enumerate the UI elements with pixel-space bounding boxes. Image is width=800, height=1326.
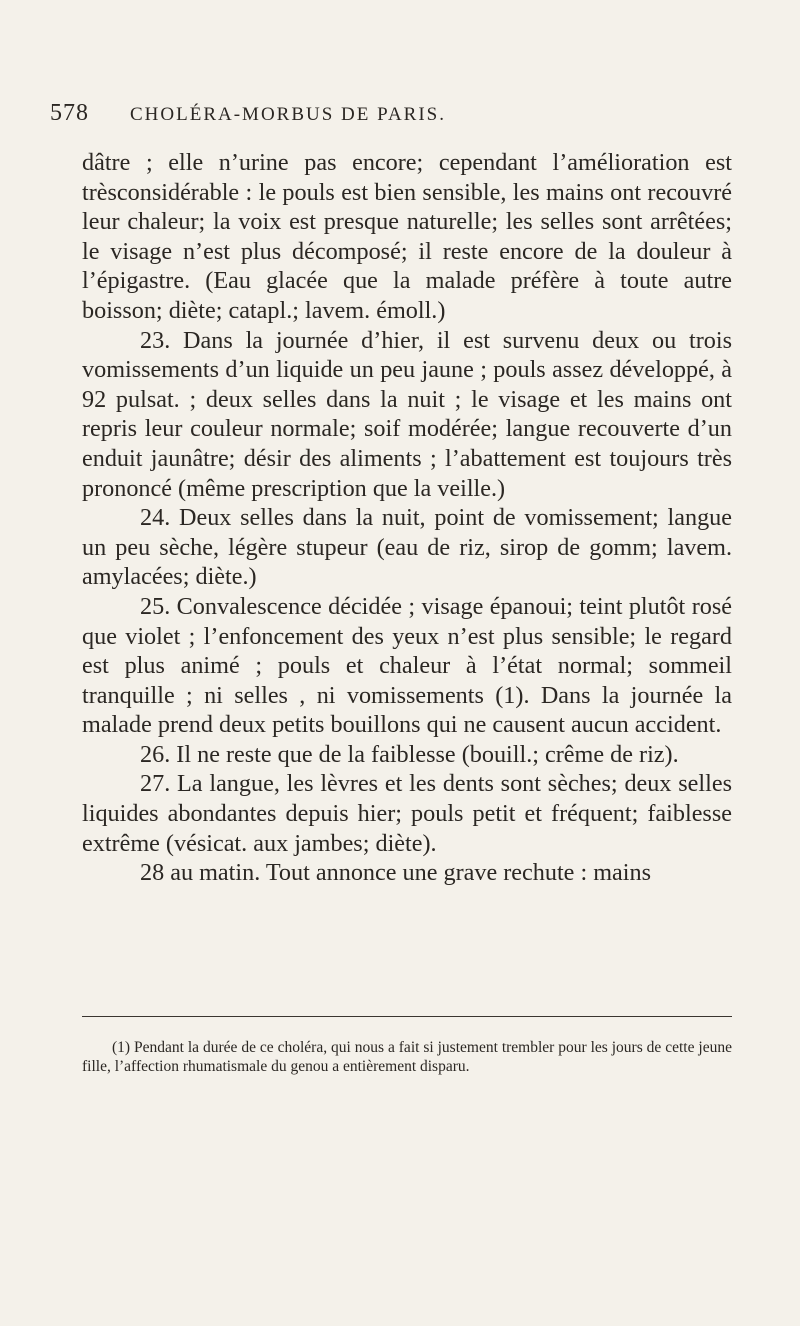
page-header [50, 100, 750, 140]
paragraph-day-24: 24. Deux selles dans la nuit, point de vomissement; langue un peu sèche, légère stupeur (eau de riz, sirop de gomm; lavem. amylacées; diète.) [82, 504, 732, 591]
paragraph-day-28: 28 au matin. Tout annonce une grave rechute : mains [140, 859, 652, 887]
paragraph-day-26: 26. Il ne reste que de la faiblesse (bouill.; crême de riz). [140, 740, 679, 768]
paragraph-continuation: dâtre ; elle n’urine pas encore; cependant l’amélioration est trèsconsidérable : le pouls est bien sensible, les mains ont recouvré leur chaleur; la voix est presque naturelle; les selles sont arrêtées; le visage n’est plus décomposé; il reste encore de la douleur à l’épigastre. (Eau glacée que la malade préfère à toute autre boisson; diète; catapl.; lavem. émoll.) [82, 149, 732, 324]
running-head: CHOLÉRA-MORBUS DE PARIS. [130, 104, 446, 125]
page-number: 578 [50, 100, 89, 126]
paragraph-day-25: 25. Convalescence décidée ; visage épanoui; teint plutôt rosé que violet ; l’enfoncement des yeux n’est plus sensible; le regard est plus animé ; pouls et chaleur à l’état normal; sommeil tranquille ; ni selles , ni vomissements (1). Dans la journée la malade prend deux petits bouillons qui ne causent aucun accident. [82, 592, 732, 739]
footnote-text: (1) Pendant la durée de ce choléra, qui nous a fait si justement trembler pour les jours de cette jeune fille, l’affection rhumatismale du genou a entièrement disparu. [82, 1039, 732, 1075]
body-text [82, 148, 732, 888]
paragraph-day-23: 23. Dans la journée d’hier, il est survenu deux ou trois vomissements d’un liquide un peu jaune ; pouls assez développé, à 92 pulsat. ; deux selles dans la nuit ; le visage et les mains ont repris leur couleur normale; soif modérée; langue recouverte d’un enduit jaunâtre; désir des aliments ; l’abattement est toujours très prononcé (même prescription que la veille.) [82, 326, 732, 502]
footnote [82, 1038, 732, 1076]
paragraph-day-27: 27. La langue, les lèvres et les dents sont sèches; deux selles liquides abondantes depuis hier; pouls petit et fréquent; faiblesse extrême (vésicat. aux jambes; diète). [82, 770, 732, 857]
footnote-divider [82, 1016, 732, 1017]
